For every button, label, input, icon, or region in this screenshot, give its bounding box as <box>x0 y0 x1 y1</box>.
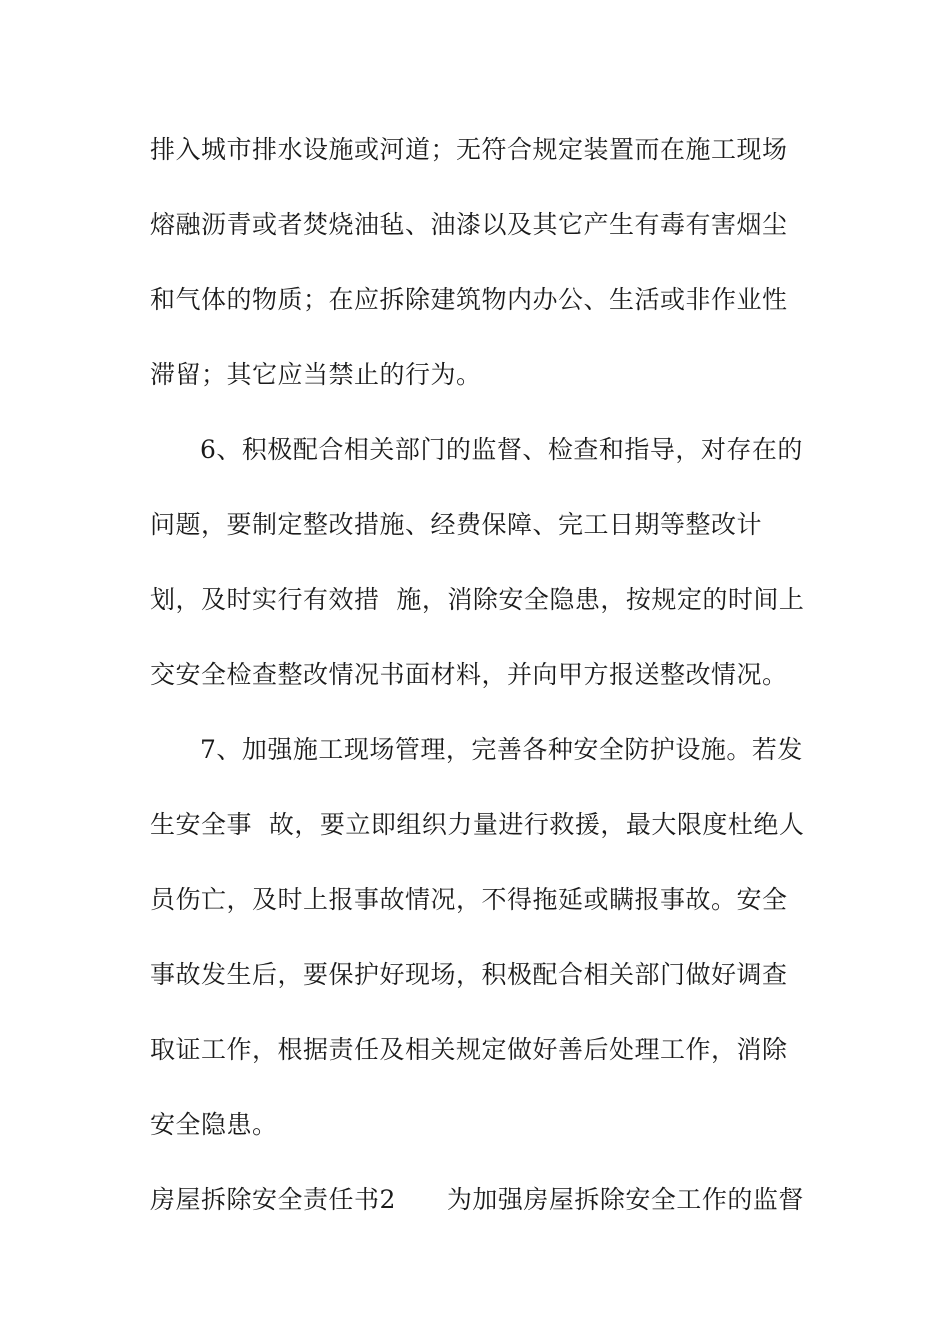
paragraph-line: 取证工作，根据责任及相关规定做好善后处理工作，消除 <box>150 1035 788 1064</box>
paragraph-line: 划，及时实行有效措 施，消除安全隐患，按规定的时间上 <box>150 585 805 614</box>
paragraph-line: 和气体的物质；在应拆除建筑物内办公、生活或非作业性 <box>150 285 788 314</box>
paragraph-line: 事故发生后，要保护好现场，积极配合相关部门做好调查 <box>150 960 788 989</box>
paragraph-line: 员伤亡，及时上报事故情况，不得拖延或瞒报事故。安全 <box>150 885 788 914</box>
paragraph-line: 安全隐患。 <box>150 1110 278 1139</box>
paragraph-line: 滞留；其它应当禁止的行为。 <box>150 360 482 389</box>
paragraph-line: 熔融沥青或者焚烧油毡、油漆以及其它产生有毒有害烟尘 <box>150 210 788 239</box>
paragraph-line: 交安全检查整改情况书面材料，并向甲方报送整改情况。 <box>150 660 788 689</box>
paragraph-line: 生安全事 故，要立即组织力量进行救援，最大限度杜绝人 <box>150 810 805 839</box>
section-heading-line: 房屋拆除安全责任书2 为加强房屋拆除安全工作的监督 <box>150 1185 804 1214</box>
paragraph-line: 6、积极配合相关部门的监督、检查和指导，对存在的 <box>200 435 803 464</box>
paragraph-line: 问题，要制定整改措施、经费保障、完工日期等整改计 <box>150 510 763 539</box>
paragraph-line: 排入城市排水设施或河道；无符合规定装置而在施工现场 <box>150 135 788 164</box>
paragraph-line: 7、加强施工现场管理，完善各种安全防护设施。若发 <box>200 735 803 764</box>
